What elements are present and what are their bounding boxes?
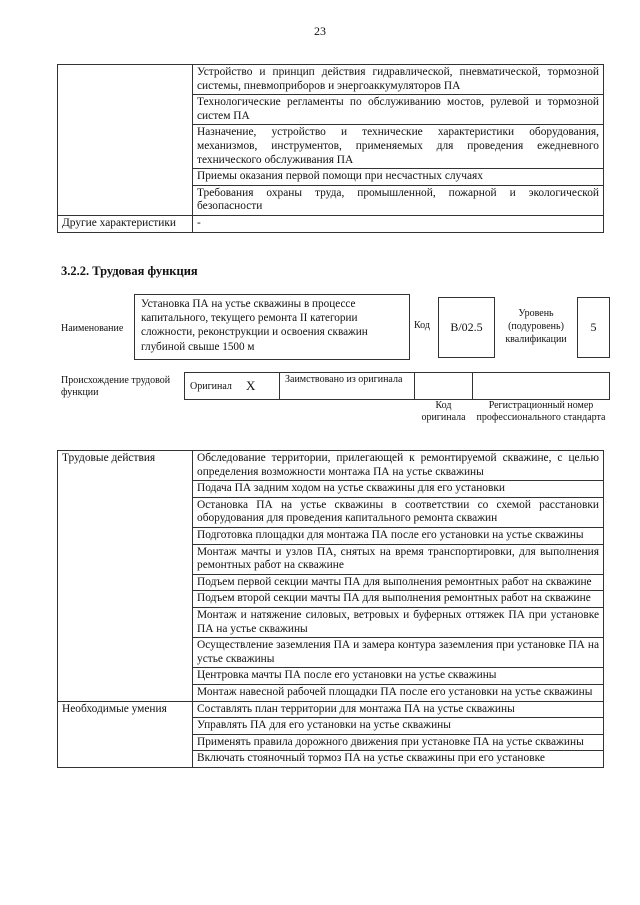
- name-label: Наименование: [61, 323, 124, 334]
- other-characteristics-label: Другие характеристики: [58, 215, 193, 232]
- other-characteristics-value: -: [193, 215, 604, 232]
- labor-action-item: Остановка ПА на устье скважины в соответствии со схемой расстановки оборудования для проведения капитального ремонта скважин: [193, 497, 604, 527]
- labor-action-item: Центровка мачты ПА после его установки на устье скважины: [193, 668, 604, 685]
- skill-item: Составлять план территории для монтажа ПА на устье скважины: [193, 701, 604, 718]
- registration-cell: [472, 372, 610, 400]
- original-label: Оригинал: [190, 381, 232, 392]
- required-skills-label: Необходимые умения: [58, 701, 193, 767]
- labor-action-item: Подача ПА задним ходом на устье скважины для его установки: [193, 481, 604, 498]
- labor-action-item: Подготовка площадки для монтажа ПА после его установки на устье скважины: [193, 527, 604, 544]
- knowledge-label-cell: [58, 65, 193, 216]
- labor-action-item: Монтаж и натяжение силовых, ветровых и буферных оттяжек ПА при установке ПА на устье скважины: [193, 607, 604, 637]
- knowledge-item: Назначение, устройство и технические характеристики оборудования, механизмов, инструментов, применяемых для проведения ежедневного технического обслуживания ПА: [193, 125, 604, 169]
- labor-action-item: Обследование территории, прилегающей к ремонтируемой скважине, с целью определения возможности монтажа ПА на устье скважины: [193, 451, 604, 481]
- skill-item: Управлять ПА для его установки на устье скважины: [193, 718, 604, 735]
- skill-item: Включать стояночный тормоз ПА на устье скважины при его установке: [193, 751, 604, 768]
- origin-code-caption: Код оригинала: [421, 400, 466, 423]
- labor-action-item: Подъем первой секции мачты ПА для выполнения ремонтных работ на скважине: [193, 574, 604, 591]
- level-value: 5: [577, 297, 610, 358]
- knowledge-item: Технологические регламенты по обслуживанию мостов, рулевой и тормозной систем ПА: [193, 95, 604, 125]
- origin-label: Происхождение трудовой функции: [61, 375, 171, 398]
- labor-function-details-table: [57, 450, 604, 768]
- labor-actions-label: Трудовые действия: [58, 451, 193, 702]
- knowledge-table: [57, 64, 604, 233]
- skill-item: Применять правила дорожного движения при установке ПА на устье скважины: [193, 734, 604, 751]
- labor-action-item: Монтаж навесной рабочей площадки ПА после его установки на устье скважины: [193, 684, 604, 701]
- name-value: Установка ПА на устье скважины в процессе капитального, текущего ремонта II категории сложности, реконструкции и освоения скважин глубиной свыше 1500 м: [134, 294, 410, 360]
- original-mark: X: [246, 378, 256, 393]
- origin-code-cell: [414, 372, 473, 400]
- registration-caption: Регистрационный номер профессионального стандарта: [476, 400, 606, 423]
- code-label: Код: [414, 320, 430, 331]
- labor-action-item: Подъем второй секции мачты ПА для выполнения ремонтных работ на скважине: [193, 591, 604, 608]
- page-number: 23: [314, 24, 326, 38]
- level-label: Уровень (подуровень) квалификации: [505, 308, 567, 345]
- labor-action-item: Осуществление заземления ПА и замера контура заземления при установке ПА на устье скважины: [193, 638, 604, 668]
- code-value: B/02.5: [438, 297, 495, 358]
- borrowed-label: Заимствовано из оригинала: [285, 374, 403, 385]
- knowledge-item: Устройство и принцип действия гидравлической, пневматической, тормозной системы, пневмоприборов и энергоаккумуляторов ПА: [193, 65, 604, 95]
- knowledge-item: Приемы оказания первой помощи при несчастных случаях: [193, 169, 604, 186]
- labor-action-item: Монтаж мачты и узлов ПА, снятых на время транспортировки, для выполнения ремонтных работ на скважине: [193, 544, 604, 574]
- knowledge-item: Требования охраны труда, промышленной, пожарной и экологической безопасности: [193, 185, 604, 215]
- section-title: 3.2.2. Трудовая функция: [61, 264, 198, 278]
